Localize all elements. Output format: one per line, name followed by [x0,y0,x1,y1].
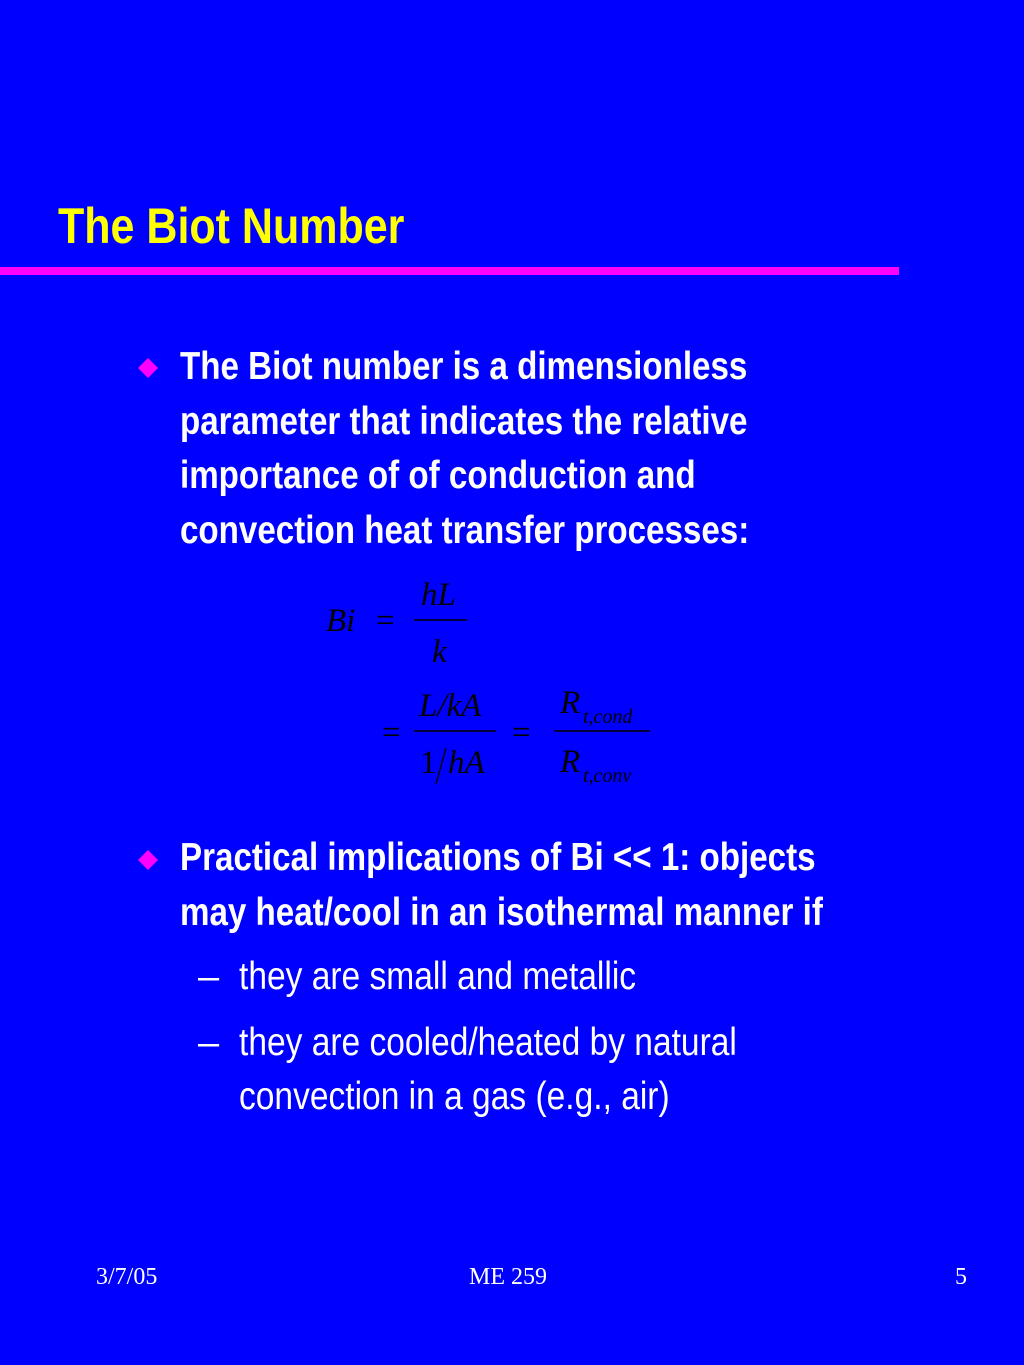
sub-item-2 [239,1016,737,1124]
sub-item-2-line-2: convection in a gas (e.g., air) [239,1075,670,1118]
title-underline [0,267,899,275]
bullet-2-line-2: may heat/cool in an isothermal manner if [180,890,823,934]
bullet-1-line-4: convection heat transfer processes: [180,508,750,552]
sub-item-1-line-1: they are small and metallic [239,955,637,998]
eq-frac3-num-sub: t,cond [583,706,633,728]
eq-frac1-num: hL [421,577,456,613]
eq-frac2-den-slash [436,748,446,784]
diamond-bullet-icon [136,848,160,872]
eq-frac2-den-one: 1 [420,745,437,781]
footer-page-number: 5 [955,1264,967,1290]
sub-item-dash-2: – [198,1022,220,1064]
bullet-1-line-1: The Biot number is a dimensionless [180,345,748,388]
eq-frac2-num: L/kA [419,688,482,724]
sub-item-dash-1: – [198,956,220,998]
bullet-1-line-2: parameter that indicates the relative [180,399,748,443]
bullet-text-2 [180,831,823,940]
bullet-text-1 [180,340,749,558]
eq-frac1-den: k [432,634,447,670]
footer-date: 3/7/05 [96,1264,158,1290]
bullet-2-line-1: Practical implications of Bi << 1: objects [180,836,816,879]
slide-title: The Biot Number [58,198,405,254]
eq-equals-2: = [382,715,401,751]
sub-item-2-line-1: they are cooled/heated by natural [239,1021,737,1064]
eq-frac3-den-base: R [560,744,581,780]
eq-equals-1: = [376,603,395,639]
bullet-1-line-3: importance of of conduction and [180,454,696,497]
diamond-bullet-icon [136,356,160,380]
eq-lhs: Bi [326,603,356,639]
sub-item-1 [239,950,636,1004]
eq-frac3-num-base: R [560,685,581,721]
eq-frac3-den-sub: t,conv [583,765,632,787]
eq-equals-3: = [512,715,531,751]
footer-course: ME 259 [469,1264,547,1290]
eq-frac2-den-rest: hA [448,745,485,781]
